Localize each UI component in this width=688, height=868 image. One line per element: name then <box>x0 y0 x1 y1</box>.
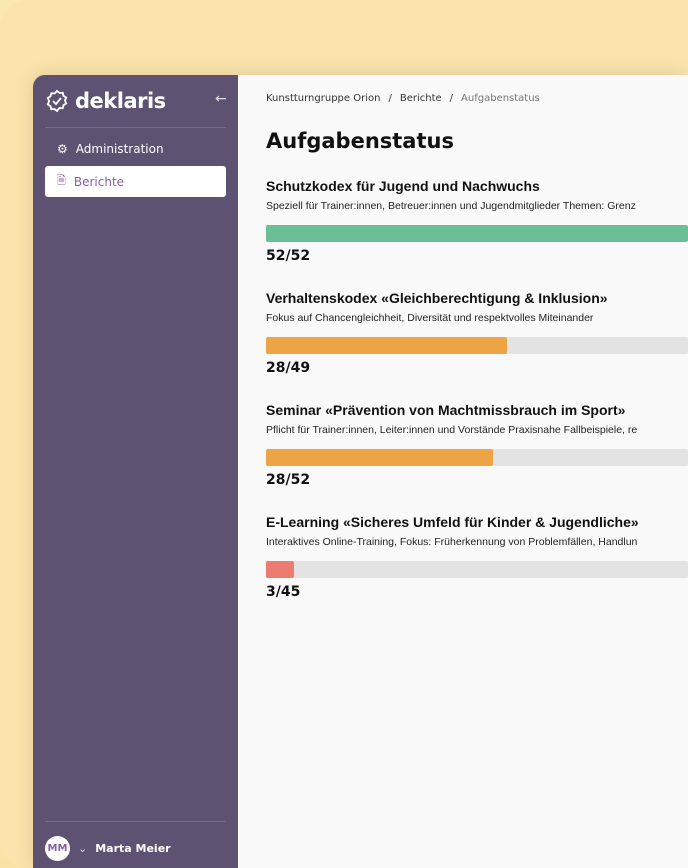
main-content <box>238 75 688 868</box>
page-title: Aufgabenstatus <box>266 129 454 153</box>
task-title: Seminar «Prävention von Machtmissbrauch im Sport» <box>266 402 626 418</box>
gear-person-icon: ⚙ <box>57 141 68 156</box>
task-item[interactable] <box>266 178 688 264</box>
task-description: Speziell für Trainer:innen, Betreuer:innen und Jugendmitglieder Themen: Grenz <box>266 200 636 212</box>
progress-count: 3/45 <box>266 584 301 600</box>
task-title: Verhaltenskodex «Gleichberechtigung & Inklusion» <box>266 290 608 306</box>
sidebar-item-berichte[interactable] <box>45 166 226 197</box>
sidebar-item-label: Administration <box>75 141 164 156</box>
progress-bar <box>266 561 688 578</box>
breadcrumb-separator: / <box>449 93 454 104</box>
sidebar-item-administration[interactable] <box>45 133 226 164</box>
breadcrumb <box>266 93 688 104</box>
collapse-sidebar-arrow-left-icon[interactable]: ← <box>215 91 227 107</box>
progress-count: 52/52 <box>266 248 311 264</box>
chevron-down-icon: ⌄ <box>78 842 88 855</box>
task-item[interactable] <box>266 402 688 488</box>
task-list <box>266 178 688 600</box>
progress-fill <box>266 337 507 354</box>
task-description: Fokus auf Chancengleichheit, Diversität und respektvolles Miteinander <box>266 312 594 324</box>
sidebar <box>33 75 238 868</box>
breadcrumb-current: Aufgabenstatus <box>461 93 540 104</box>
app-window <box>33 75 688 868</box>
progress-bar <box>266 449 688 466</box>
avatar: MM <box>45 836 70 861</box>
brand-name: deklaris <box>75 89 166 113</box>
task-title: Schutzkodex für Jugend und Nachwuchs <box>266 178 540 194</box>
progress-count: 28/52 <box>266 472 311 488</box>
task-item[interactable] <box>266 514 688 600</box>
task-description: Pflicht für Trainer:innen, Leiter:innen und Vorstände Praxisnahe Fallbeispiele, re <box>266 424 638 436</box>
divider <box>45 127 226 128</box>
progress-count: 28/49 <box>266 360 311 376</box>
badge-check-icon <box>45 89 69 113</box>
user-menu[interactable] <box>45 836 171 861</box>
task-item[interactable] <box>266 290 688 376</box>
sidebar-item-label: Berichte <box>73 174 125 189</box>
breadcrumb-item[interactable]: Berichte <box>399 93 442 104</box>
breadcrumb-item[interactable]: Kunstturngruppe Orion <box>266 93 381 104</box>
divider <box>45 821 226 822</box>
progress-fill <box>266 561 294 578</box>
task-description: Interaktives Online-Training, Fokus: Früherkennung von Problemfällen, Handlun <box>266 536 638 548</box>
progress-fill <box>266 225 688 242</box>
document-icon: 🗎 <box>57 174 66 187</box>
progress-bar <box>266 225 688 242</box>
user-name: Marta Meier <box>95 842 171 855</box>
brand-logo[interactable] <box>45 89 166 113</box>
breadcrumb-separator: / <box>388 93 392 104</box>
progress-fill <box>266 449 493 466</box>
task-title: E-Learning «Sicheres Umfeld für Kinder & Jugendliche» <box>266 514 639 530</box>
progress-bar <box>266 337 688 354</box>
